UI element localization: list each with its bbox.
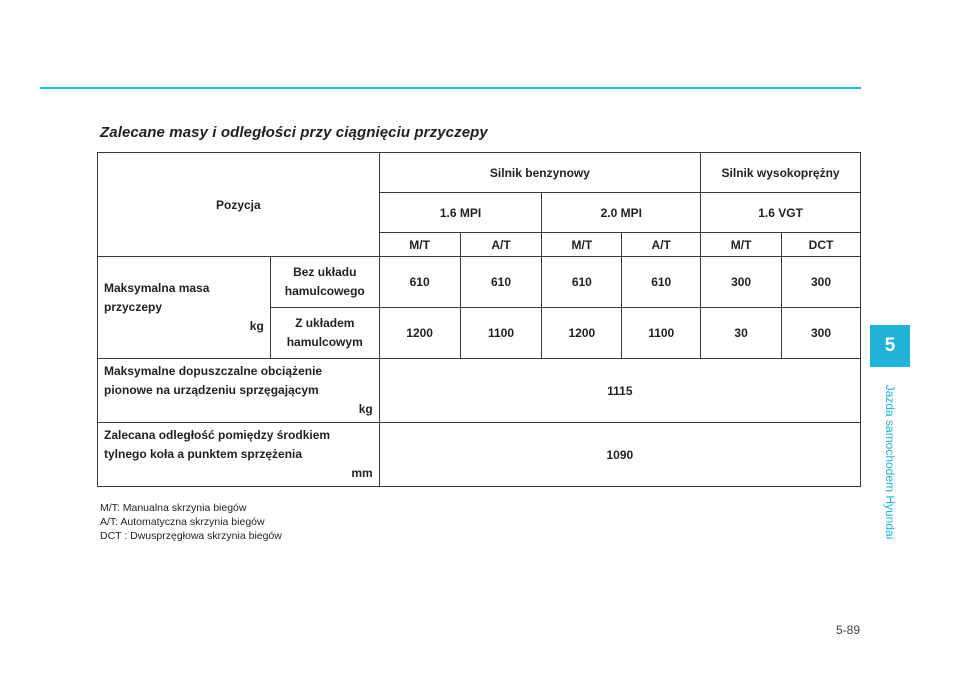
trailer-mass-row-no-brake — [98, 257, 861, 308]
position-header-cell — [98, 153, 380, 257]
footnote-dct: DCT : Dwusprzęgłowa skrzynia biegów — [100, 530, 282, 542]
value-cell: 300 — [701, 257, 782, 308]
distance-label-line2: tylnego koła a punktem sprzężenia — [104, 447, 303, 461]
gearbox-header: DCT — [782, 233, 861, 257]
gearbox-header: M/T — [542, 233, 622, 257]
position-header: Pozycja — [216, 197, 261, 212]
towing-table — [97, 152, 861, 487]
vertical-load-row — [98, 359, 861, 423]
vertical-load-unit: kg — [358, 402, 373, 416]
engine-group-diesel: Silnik wysokoprężny — [701, 153, 861, 193]
vertical-load-label-line2: pionowe na urządzeniu sprzęgającym — [104, 383, 319, 397]
distance-label-line1: Zalecana odległość pomiędzy środkiem — [104, 428, 331, 442]
value-cell: 1100 — [460, 308, 542, 359]
top-divider — [40, 87, 861, 89]
with-brake-label-cell — [270, 308, 379, 359]
vertical-load-label-line1: Maksymalne dopuszczalne obciążenie — [104, 364, 323, 378]
gearbox-header: A/T — [460, 233, 542, 257]
value-cell: 1200 — [379, 308, 460, 359]
distance-row — [98, 423, 861, 487]
distance-unit: mm — [351, 466, 373, 480]
distance-value: 1090 — [379, 423, 860, 487]
page-number: 5-89 — [835, 623, 860, 637]
value-cell: 30 — [701, 308, 782, 359]
value-cell: 610 — [542, 257, 622, 308]
trailer-mass-unit: kg — [249, 319, 264, 333]
gearbox-header: M/T — [701, 233, 782, 257]
value-cell: 1100 — [622, 308, 701, 359]
value-cell: 610 — [460, 257, 542, 308]
value-cell: 300 — [782, 308, 861, 359]
vertical-load-value: 1115 — [379, 359, 860, 423]
footnotes — [100, 501, 282, 543]
header-row-groups — [98, 153, 861, 193]
value-cell: 610 — [379, 257, 460, 308]
trailer-mass-label-line1: Maksymalna masa — [104, 281, 210, 295]
value-cell: 610 — [622, 257, 701, 308]
value-cell: 300 — [782, 257, 861, 308]
vertical-load-label-cell — [98, 359, 380, 423]
no-brake-label-line1: Bez układu — [293, 265, 357, 279]
trailer-mass-label-cell — [98, 257, 271, 359]
distance-label-cell — [98, 423, 380, 487]
trailer-mass-label-line2: przyczepy — [104, 300, 163, 314]
chapter-tab: 5 — [870, 325, 910, 367]
footnote-mt: M/T: Manualna skrzynia biegów — [100, 502, 247, 514]
engine-1-6-vgt: 1.6 VGT — [701, 193, 861, 233]
no-brake-label-line2: hamulcowego — [284, 284, 365, 298]
with-brake-label-line2: hamulcowym — [286, 335, 363, 349]
gearbox-header: A/T — [622, 233, 701, 257]
with-brake-label-line1: Z układem — [295, 316, 355, 330]
chapter-side-label: Jazda samochodem Hyundai — [883, 384, 897, 540]
section-title: Zalecane masy i odległości przy ciągnięciu przyczepy — [100, 124, 488, 141]
value-cell: 1200 — [542, 308, 622, 359]
engine-group-petrol: Silnik benzynowy — [379, 153, 700, 193]
engine-1-6-mpi: 1.6 MPI — [379, 193, 542, 233]
footnote-at: A/T: Automatyczna skrzynia biegów — [100, 516, 265, 528]
engine-2-0-mpi: 2.0 MPI — [542, 193, 701, 233]
no-brake-label-cell — [270, 257, 379, 308]
gearbox-header: M/T — [379, 233, 460, 257]
